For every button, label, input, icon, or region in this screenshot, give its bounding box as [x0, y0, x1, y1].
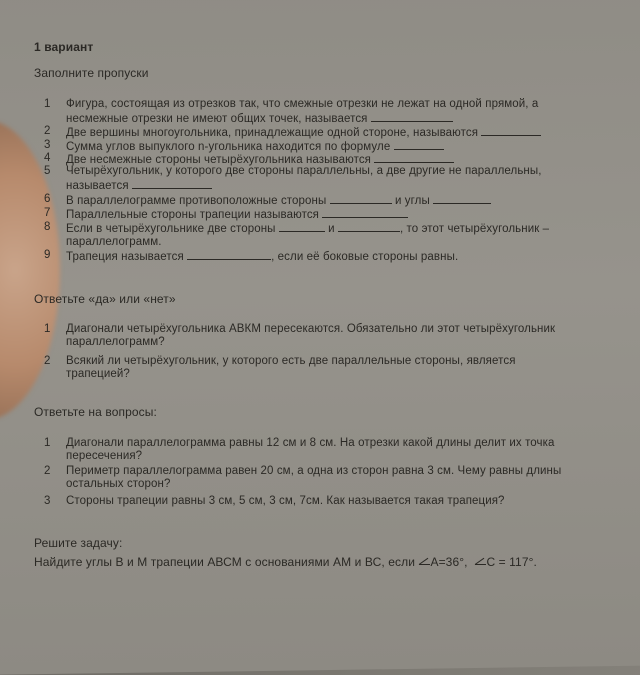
blank-3[interactable]	[394, 139, 444, 150]
section4-heading: Решите задачу:	[34, 536, 123, 550]
section1-heading: Заполните пропуски	[34, 66, 149, 80]
blank-4[interactable]	[374, 152, 454, 163]
s3-item-2: 2 Периметр параллелограмма равен 20 см, а одна из сторон равна 3 см. Чему равны длины остальных сторон?	[44, 465, 562, 490]
section2-heading: Ответьте «да» или «нет»	[34, 292, 176, 306]
page-title: 1 вариант	[34, 40, 94, 54]
s1-item-5: 5 Четырёхугольник, у которого две стороны параллельны, а две другие не параллельны, называется	[44, 165, 542, 192]
blank-8a[interactable]	[279, 221, 325, 232]
s1-item-2: 2 Две вершины многоугольника, принадлежащие одной стороне, называются	[66, 125, 626, 140]
blank-1[interactable]	[371, 111, 453, 122]
blank-9[interactable]	[187, 249, 271, 260]
blank-6b[interactable]	[433, 193, 491, 204]
s2-item-1: 1 Диагонали четырёхугольника АВКМ пересекаются. Обязательно ли этот четырёхугольник параллелограмм?	[44, 323, 556, 348]
blank-6a[interactable]	[330, 193, 392, 204]
s1-item-4: 4 Две несмежные стороны четырёхугольника называются	[66, 152, 626, 167]
s3-item-3: 3 Стороны трапеции равны 3 см, 5 см, 3 см, 7см. Как называется такая трапеция?	[44, 495, 505, 507]
s3-item-1: 1 Диагонали параллелограмма равны 12 см и 8 см. На отрезки какой длины делит их точка пересечения?	[44, 437, 555, 462]
section3-heading: Ответьте на вопросы:	[34, 405, 157, 419]
s1-item-7: 7 Параллельные стороны трапеции называются	[66, 207, 626, 222]
s1-item-3: 3 Сумма углов выпуклого n-угольника находится по формуле	[66, 139, 626, 154]
s1-item-9: 9 Трапеция называется , если её боковые стороны равны.	[44, 249, 459, 263]
s1-item-6: 6 В параллелограмме противоположные стороны и углы	[66, 193, 626, 208]
s2-item-2: 2 Всякий ли четырёхугольник, у которого есть две параллельные стороны, является трапецией?	[44, 355, 516, 380]
blank-7[interactable]	[322, 207, 408, 218]
task-text: Найдите углы В и М трапеции АВСМ с основаниями АМ и ВС, если А=36°, С = 117°.	[34, 555, 537, 569]
blank-8b[interactable]	[338, 221, 400, 232]
s1-item-8: 8 Если в четырёхугольнике две стороны и , то этот четырёхугольник – параллелограмм.	[44, 221, 550, 248]
angle-icon	[474, 556, 486, 566]
blank-5[interactable]	[132, 178, 212, 189]
s1-item-1: 1 Фигура, состоящая из отрезков так, что смежные отрезки не лежат на одной прямой, а несмежные отрезки не имеют общих точек, называется	[44, 98, 539, 125]
angle-icon	[418, 556, 430, 566]
blank-2[interactable]	[481, 125, 541, 136]
